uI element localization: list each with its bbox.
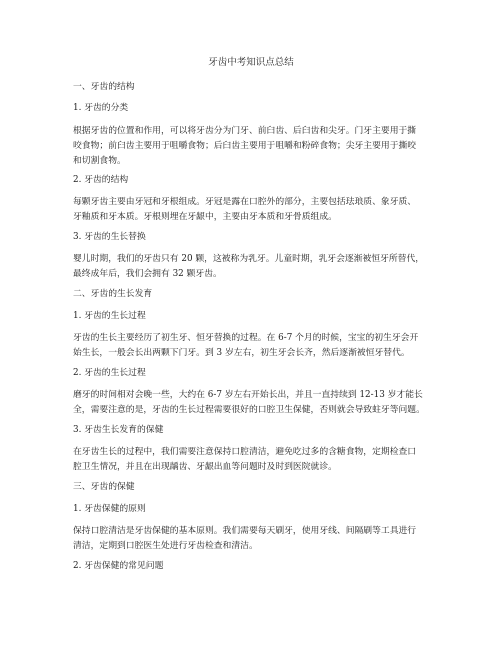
paragraph-line: 保持口腔清洁是牙齿保健的基本原则。我们需要每天刷牙，使用牙线、间隔刷等工具进行	[73, 526, 417, 536]
paragraph-line: 始生长，一般会长出两颗下门牙。到 3 岁左右，初生牙会长齐，然后逐渐被恒牙替代。	[73, 348, 410, 358]
item-title: 2. 牙齿的结构	[73, 175, 129, 185]
paragraph	[73, 524, 433, 554]
paragraph	[73, 124, 433, 169]
item-title: 3. 牙齿的生长替换	[73, 232, 146, 242]
document-title: 牙齿中考知识点总结	[208, 57, 294, 68]
paragraph-line: 牙齿的生长主要经历了初生牙、恒牙替换的过程。在 6-7 个月的时候，宝宝的初生牙会开	[73, 333, 419, 343]
paragraph	[73, 388, 433, 418]
paragraph-line: 清洁，定期到口腔医生处进行牙齿检查和清洁。	[73, 541, 258, 551]
paragraph-line: 咬食物；前臼齿主要用于咀嚼食物；后臼齿主要用于咀嚼和粉碎食物；尖牙主要用于撕咬	[73, 141, 417, 151]
section-heading: 三、牙齿的保健	[73, 482, 135, 492]
paragraph	[73, 252, 433, 282]
paragraph-line: 牙釉质和牙本质。牙根则埋在牙龈中，主要由牙本质和牙骨质组成。	[73, 212, 337, 222]
paragraph-line: 最终成年后，我们会拥有 32 颗牙齿。	[73, 269, 222, 279]
item-title: 1. 牙齿的生长过程	[73, 311, 146, 321]
paragraph-line: 和切割食物。	[73, 156, 126, 166]
paragraph-line: 磨牙的时间相对会晚一些，大约在 6-7 岁左右开始长出，并且一直持续到 12-13 岁才能长	[73, 390, 423, 400]
item-title: 2. 牙齿保健的常见问题	[73, 561, 164, 571]
paragraph-line: 腔卫生情况，并且在出现龋齿、牙龈出血等问题时及时到医院就诊。	[73, 462, 337, 472]
section-heading: 二、牙齿的生长发育	[73, 289, 153, 299]
item-title: 3. 牙齿生长发育的保健	[73, 425, 164, 435]
paragraph-line: 在牙齿生长的过程中，我们需要注意保持口腔清洁，避免吃过多的含糖食物，定期检查口	[73, 447, 417, 457]
item-title: 2. 牙齿的生长过程	[73, 368, 146, 378]
paragraph-line: 每颗牙齿主要由牙冠和牙根组成。牙冠是露在口腔外的部分，主要包括珐琅质、象牙质、	[73, 197, 417, 207]
paragraph	[73, 445, 433, 475]
paragraph-line: 根据牙齿的位置和作用，可以将牙齿分为门牙、前臼齿、后臼齿和尖牙。门牙主要用于撕	[73, 126, 417, 136]
paragraph	[73, 195, 433, 225]
item-title: 1. 牙齿的分类	[73, 103, 129, 113]
paragraph	[73, 331, 433, 361]
paragraph-line: 全，需要注意的是，牙齿的生长过程需要很好的口腔卫生保健，否则就会导致蛀牙等问题。	[73, 405, 425, 415]
item-title: 1. 牙齿保健的原则	[73, 504, 146, 514]
paragraph-line: 婴儿时期，我们的牙齿只有 20 颗，这被称为乳牙。儿童时期，乳牙会逐渐被恒牙所替代，	[73, 254, 425, 264]
section-heading: 一、牙齿的结构	[73, 82, 135, 92]
